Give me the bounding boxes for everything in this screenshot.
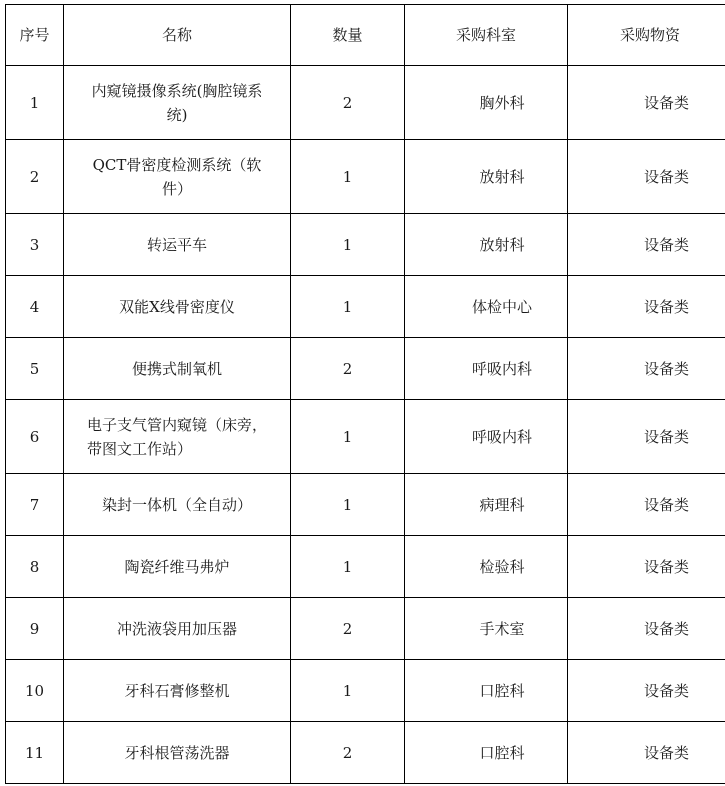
row-qty: 1 (291, 536, 405, 598)
row-name-line2: 件） (161, 179, 192, 198)
header-dept: 采购科室 (405, 5, 568, 66)
header-no: 序号 (6, 5, 64, 66)
row-name (64, 66, 291, 140)
row-category: 设备类 (568, 214, 725, 276)
row-no: 8 (6, 536, 64, 598)
row-no: 9 (6, 598, 64, 660)
row-dept: 病理科 (405, 474, 568, 536)
table-header-row (6, 5, 725, 66)
row-name: 便携式制氧机 (64, 338, 291, 400)
row-no: 4 (6, 276, 64, 338)
row-name: 陶瓷纤维马弗炉 (64, 536, 291, 598)
table-row (6, 536, 725, 598)
row-category: 设备类 (568, 66, 725, 140)
procurement-table (5, 4, 725, 784)
row-qty: 1 (291, 140, 405, 214)
row-no: 5 (6, 338, 64, 400)
row-qty: 1 (291, 214, 405, 276)
row-no: 11 (6, 722, 64, 784)
row-name: 双能X线骨密度仪 (64, 276, 291, 338)
row-qty: 1 (291, 400, 405, 474)
row-no: 1 (6, 66, 64, 140)
row-no: 10 (6, 660, 64, 722)
row-qty: 2 (291, 722, 405, 784)
row-qty: 2 (291, 66, 405, 140)
row-qty: 1 (291, 660, 405, 722)
row-name: 转运平车 (64, 214, 291, 276)
row-category: 设备类 (568, 598, 725, 660)
table-row (6, 140, 725, 214)
row-dept: 口腔科 (405, 660, 568, 722)
table-row (6, 598, 725, 660)
row-qty: 2 (291, 338, 405, 400)
row-category: 设备类 (568, 474, 725, 536)
row-dept: 放射科 (405, 214, 568, 276)
row-name: 染封一体机（全自动） (64, 474, 291, 536)
row-name-line1: 电子支气管内窥镜（床旁， (86, 415, 267, 434)
row-category: 设备类 (568, 276, 725, 338)
table-row (6, 214, 725, 276)
table-row (6, 66, 725, 140)
row-name-line2: 带图文工作站） (86, 439, 192, 458)
table-row (6, 660, 725, 722)
row-no: 2 (6, 140, 64, 214)
row-dept: 手术室 (405, 598, 568, 660)
row-no: 7 (6, 474, 64, 536)
row-category: 设备类 (568, 400, 725, 474)
row-name (64, 400, 291, 474)
row-dept: 呼吸内科 (405, 338, 568, 400)
row-category: 设备类 (568, 140, 725, 214)
table-row (6, 474, 725, 536)
header-name: 名称 (64, 5, 291, 66)
row-no: 3 (6, 214, 64, 276)
row-dept: 检验科 (405, 536, 568, 598)
row-category: 设备类 (568, 722, 725, 784)
row-name: 冲洗液袋用加压器 (64, 598, 291, 660)
row-category: 设备类 (568, 338, 725, 400)
header-qty: 数量 (291, 5, 405, 66)
row-name: 牙科石膏修整机 (64, 660, 291, 722)
row-name: 牙科根管荡洗器 (64, 722, 291, 784)
row-qty: 2 (291, 598, 405, 660)
row-category: 设备类 (568, 536, 725, 598)
row-dept: 呼吸内科 (405, 400, 568, 474)
row-no: 6 (6, 400, 64, 474)
row-qty: 1 (291, 276, 405, 338)
row-dept: 放射科 (405, 140, 568, 214)
row-category: 设备类 (568, 660, 725, 722)
row-name (64, 140, 291, 214)
row-name-line2: 统) (166, 105, 188, 124)
row-qty: 1 (291, 474, 405, 536)
table-row (6, 722, 725, 784)
table-row (6, 400, 725, 474)
row-dept: 口腔科 (405, 722, 568, 784)
table-row (6, 338, 725, 400)
row-name-line1: QCT骨密度检测系统（软 (92, 155, 262, 174)
row-name-line1: 内窥镜摄像系统(胸腔镜系 (91, 81, 263, 100)
table-row (6, 276, 725, 338)
header-category: 采购物资 (568, 5, 725, 66)
row-dept: 胸外科 (405, 66, 568, 140)
row-dept: 体检中心 (405, 276, 568, 338)
